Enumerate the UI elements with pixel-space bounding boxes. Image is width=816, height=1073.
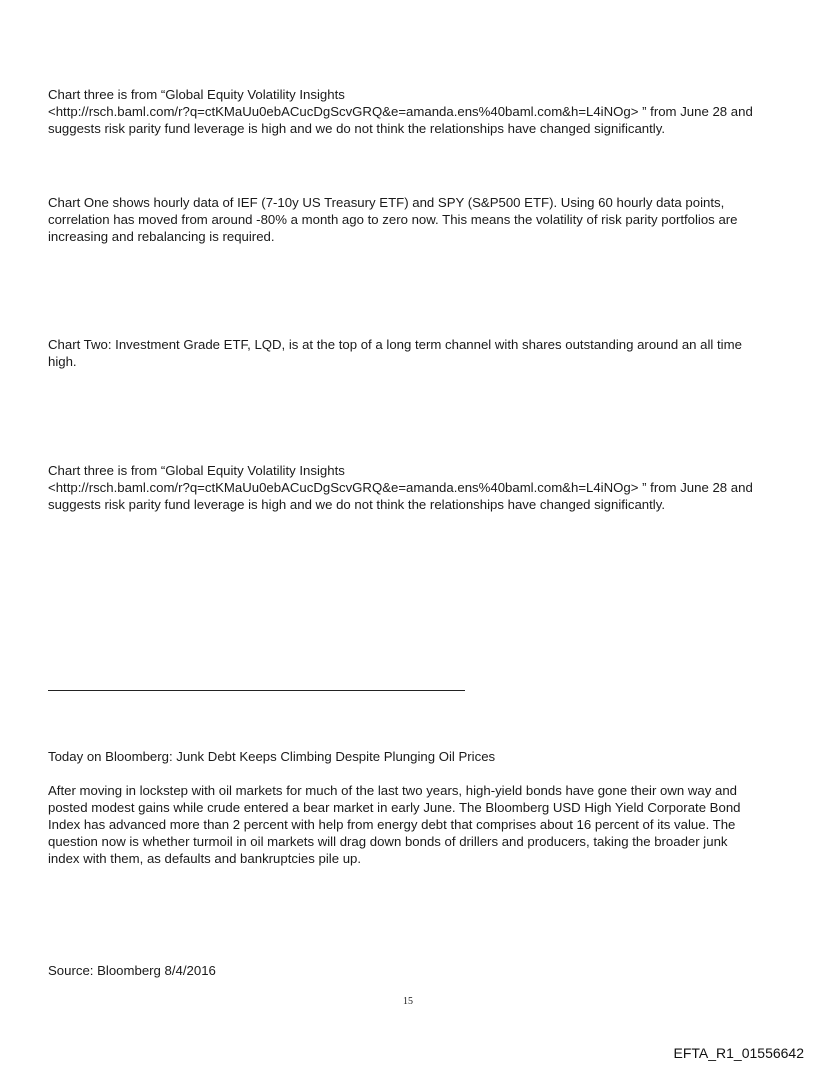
source-text: Source: Bloomberg 8/4/2016 [48, 963, 216, 978]
text-line: After moving in lockstep with oil markets for much of the last two years, high-yield bonds have gone their own way and [48, 783, 738, 798]
text-line: increasing and rebalancing is required. [48, 229, 275, 244]
source-citation [48, 962, 772, 979]
text-line: Chart three is from “Global Equity Volatility Insights [48, 463, 345, 478]
text-line: Chart Two: Investment Grade ETF, LQD, is at the top of a long term channel with shares outstanding around an all time [48, 337, 742, 352]
text-line: Chart three is from “Global Equity Volatility Insights [48, 87, 345, 102]
chart-two-paragraph [48, 336, 772, 370]
document-id: EFTA_R1_01556642 [673, 1045, 804, 1061]
bofa-research-link[interactable]: <http://rsch.baml.com/r?q=ctKMaUu0ebACucDgScvGRQ&e=amanda.ens%40baml.com&h=L4iNOg> ” from June 28 and [48, 104, 753, 119]
text-line: Chart One shows hourly data of IEF (7-10y US Treasury ETF) and SPY (S&P500 ETF). Using 60 hourly data points, [48, 195, 725, 210]
text-line: posted modest gains while crude entered a bear market in early June. The Bloomberg USD High Yield Corporate Bond [48, 800, 741, 815]
text-line: question now is whether turmoil in oil markets will drag down bonds of drillers and producers, taking the broader junk [48, 834, 728, 849]
text-line: suggests risk parity fund leverage is high and we do not think the relationships have changed significantly. [48, 121, 666, 136]
text-line: high. [48, 354, 77, 369]
text-line: correlation has moved from around -80% a month ago to zero now. This means the volatility of risk parity portfolios are [48, 212, 738, 227]
chart-three-paragraph [48, 86, 772, 137]
text-line: Index has advanced more than 2 percent with help from energy debt that comprises about 16 percent of its value. The [48, 817, 736, 832]
bloomberg-article-body [48, 782, 772, 867]
page-number: 15 [403, 996, 413, 1007]
chart-three-paragraph-repeat [48, 462, 772, 513]
chart-one-paragraph [48, 194, 772, 245]
text-line: index with them, as defaults and bankruptcies pile up. [48, 851, 362, 866]
bloomberg-headline [48, 748, 772, 765]
headline-text: Today on Bloomberg: Junk Debt Keeps Climbing Despite Plunging Oil Prices [48, 749, 496, 764]
section-divider [48, 690, 465, 691]
text-line: suggests risk parity fund leverage is high and we do not think the relationships have changed significantly. [48, 497, 666, 512]
bofa-research-link[interactable]: <http://rsch.baml.com/r?q=ctKMaUu0ebACucDgScvGRQ&e=amanda.ens%40baml.com&h=L4iNOg> ” from June 28 and [48, 480, 753, 495]
